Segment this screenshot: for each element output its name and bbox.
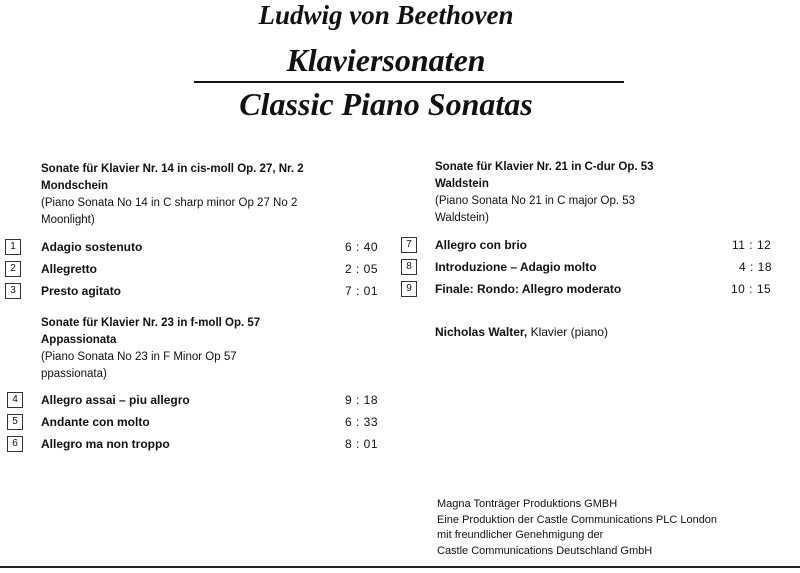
sonata-subtitle: (Piano Sonata No 14 in C sharp minor Op 27 No 2 — [41, 197, 298, 209]
track-duration: 7 : 01 — [345, 284, 379, 298]
track-number: 3 — [5, 283, 21, 299]
track-duration: 9 : 18 — [345, 393, 379, 407]
track-title: Allegretto — [41, 262, 98, 276]
track-duration: 6 : 33 — [345, 415, 379, 429]
album-title-english: Classic Piano Sonatas — [239, 86, 533, 122]
track-title: Allegro assai – piu allegro — [41, 393, 190, 407]
track-title: Allegro con brio — [435, 238, 528, 252]
track-number: 4 — [7, 392, 23, 408]
track-number: 9 — [401, 281, 417, 297]
track-number: 8 — [401, 259, 417, 275]
track-title: Introduzione – Adagio molto — [435, 260, 597, 274]
track-title: Allegro ma non troppo — [41, 437, 170, 451]
sonata-nickname: Waldstein — [435, 178, 489, 190]
sonata-subtitle: Moonlight) — [41, 214, 95, 226]
sonata-heading: Sonate für Klavier Nr. 14 in cis-moll Op. 27, Nr. 2 — [41, 163, 304, 175]
album-title-german: Klaviersonaten — [286, 42, 486, 78]
bottom-divider — [0, 566, 800, 568]
track-number: 2 — [5, 261, 21, 277]
sonata-14-heading — [41, 161, 381, 229]
track-duration: 8 : 01 — [345, 437, 379, 451]
performer-name: Nicholas Walter, — [435, 325, 528, 339]
composer-title: Ludwig von Beethoven — [258, 0, 514, 30]
sonata-subtitle: (Piano Sonata No 21 in C major Op. 53 — [435, 195, 636, 207]
credit-line: Eine Produktion der Castle Communications PLC London — [437, 513, 718, 526]
sonata-heading: Sonate für Klavier Nr. 23 in f-moll Op. 57 — [41, 317, 261, 329]
track-number: 7 — [401, 237, 417, 253]
track-title: Adagio sostenuto — [41, 240, 143, 254]
performer-credit — [435, 325, 608, 339]
sonata-nickname: Mondschein — [41, 180, 109, 192]
credit-line: Magna Tonträger Produktions GMBH — [437, 498, 618, 510]
credit-line: mit freundlicher Genehmigung der — [437, 529, 604, 541]
production-credits — [437, 497, 717, 559]
performer-role: Klavier (piano) — [527, 325, 608, 339]
sonata-23-heading — [41, 315, 381, 383]
track-title: Presto agitato — [41, 284, 122, 298]
credit-line: Castle Communications Deutschland GmbH — [437, 544, 653, 557]
track-number: 5 — [7, 414, 23, 430]
sonata-subtitle: ppassionata) — [41, 368, 107, 380]
track-duration: 10 : 15 — [731, 282, 772, 296]
track-title: Andante con molto — [41, 415, 150, 429]
sonata-subtitle: Waldstein) — [435, 212, 489, 224]
track-number: 6 — [7, 436, 23, 452]
track-duration: 11 : 12 — [732, 238, 772, 252]
sonata-21-heading — [435, 159, 755, 227]
track-duration: 6 : 40 — [345, 240, 379, 254]
sonata-nickname: Appassionata — [41, 334, 117, 346]
track-duration: 2 : 05 — [345, 262, 379, 276]
track-number: 1 — [5, 239, 21, 255]
sonata-heading: Sonate für Klavier Nr. 21 in C-dur Op. 53 — [435, 161, 654, 173]
sonata-subtitle: (Piano Sonata No 23 in F Minor Op 57 — [41, 351, 237, 363]
title-divider — [194, 81, 624, 83]
track-title: Finale: Rondo: Allegro moderato — [435, 282, 622, 296]
track-duration: 4 : 18 — [739, 260, 773, 274]
